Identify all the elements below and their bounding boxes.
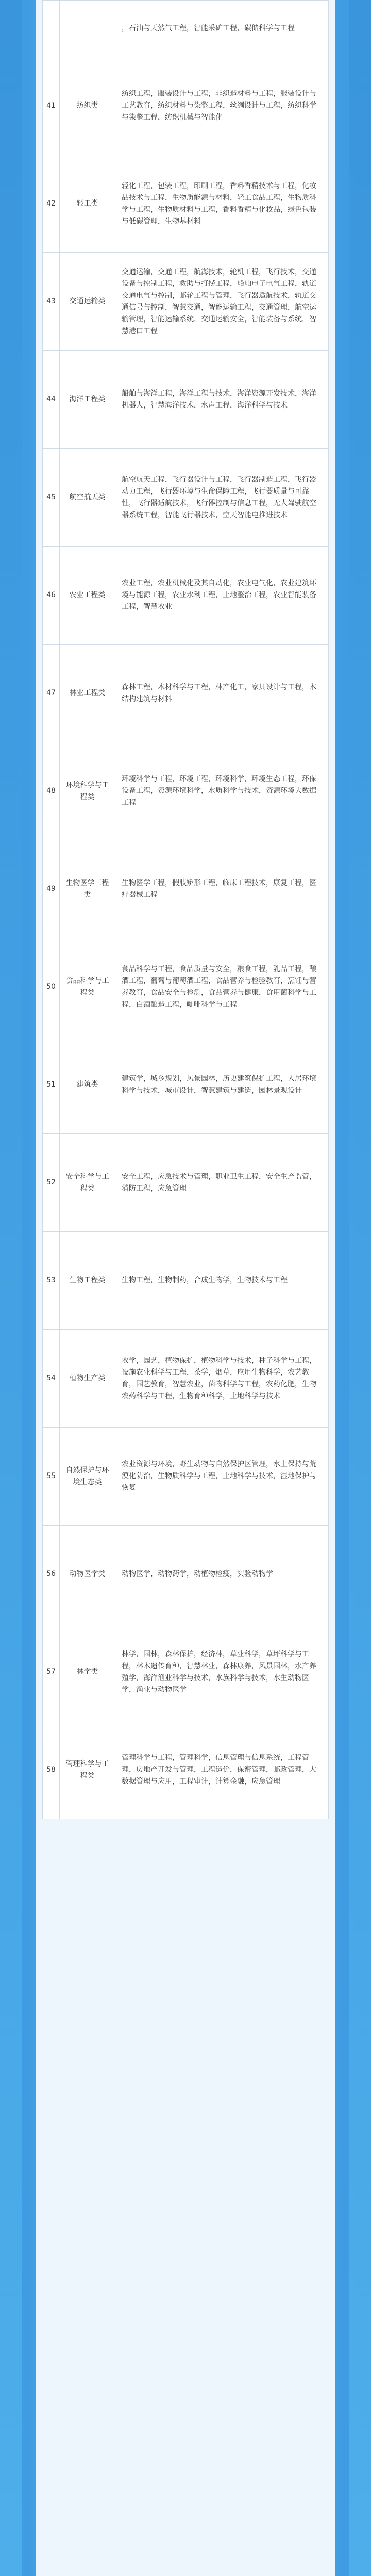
table-row (43, 1526, 329, 1623)
row-category: 农业工程类 (60, 547, 115, 645)
row-index: 49 (43, 840, 60, 938)
row-majors: 农业资源与环境，野生动物与自然保护区管理，水土保持与荒漠化防治，生物质科学与工程，土地科学与技术，湿地保护与恢复 (115, 1428, 329, 1526)
row-majors: 建筑学，城乡规划，风景园林，历史建筑保护工程，人居环境科学与技术，城市设计，智慧建筑与建造，园林景观设计 (115, 1036, 329, 1134)
row-category: 环境科学与工程类 (60, 742, 115, 840)
row-category: 航空航天类 (60, 449, 115, 547)
table-row (43, 1036, 329, 1134)
table-row (43, 938, 329, 1036)
row-category: 生物工程类 (60, 1232, 115, 1330)
table-row (43, 840, 329, 938)
row-majors: 动物医学，动物药学，动植物检疫，实验动物学 (115, 1526, 329, 1623)
table-row (43, 1721, 329, 1819)
row-index: 51 (43, 1036, 60, 1134)
right-decor-stripe (349, 0, 371, 2576)
row-category: 植物生产类 (60, 1330, 115, 1428)
left-decor-stripe (0, 0, 22, 2576)
table-row (43, 1232, 329, 1330)
row-category: 食品科学与工程类 (60, 938, 115, 1036)
row-index: 47 (43, 645, 60, 742)
table-row (43, 645, 329, 742)
row-majors: 农业工程，农业机械化及其自动化，农业电气化，农业建筑环境与能源工程，农业水利工程，土地整治工程，农业智能装备工程，智慧农业 (115, 547, 329, 645)
row-index: 54 (43, 1330, 60, 1428)
table-row (43, 547, 329, 645)
row-majors: 生物医学工程，假肢矫形工程，临床工程技术，康复工程，医疗器械工程 (115, 840, 329, 938)
row-index: 44 (43, 351, 60, 449)
row-index: 43 (43, 253, 60, 351)
row-majors: 纺织工程，服装设计与工程，非织造材料与工程，服装设计与工艺教育，纺织材料与染整工程，丝绸设计与工程，纺织科学与染整工程，纺织机械与智能化 (115, 57, 329, 155)
row-majors: 环境科学与工程，环境工程，环境科学，环境生态工程，环保设备工程，资源环境科学，水质科学与技术，资源环境大数据工程 (115, 742, 329, 840)
row-majors: 轻化工程，包装工程，印刷工程，香料香精技术与工程，化妆品技术与工程，生物质能源与材料，轻工食品工程，生物质科学与工程，生物质材料与工程，香料香精与化妆品，绿色包装与低碳管理，生物基材料 (115, 155, 329, 253)
row-category: 海洋工程类 (60, 351, 115, 449)
table-row (43, 155, 329, 253)
row-index: 50 (43, 938, 60, 1036)
row-category: 动物医学类 (60, 1526, 115, 1623)
row-majors: 航空航天工程，飞行器设计与工程，飞行器制造工程，飞行器动力工程，飞行器环境与生命保障工程，飞行器质量与可靠性，飞行器适航技术，飞行器控制与信息工程，无人驾驶航空器系统工程，智能飞行器技术，空天智能电推进技术 (115, 449, 329, 547)
row-majors: 管理科学与工程，管理科学，信息管理与信息系统，工程管理，房地产开发与管理，工程造价，保密管理，邮政管理，大数据管理与应用，工程审计，计算金融，应急管理 (115, 1721, 329, 1819)
table-row (43, 449, 329, 547)
row-category: 纺织类 (60, 57, 115, 155)
row-index (43, 1, 60, 57)
row-majors: 交通运输，交通工程，航海技术，轮机工程，飞行技术，交通设备与控制工程，救助与打捞工程，船舶电子电气工程，轨道交通电气与控制，邮轮工程与管理，飞行器适航技术，轨道交通信号与控制，智慧交通，智能运输工程，交通管理，航空运输管理，智能运输系统，交通运输安全，智能装备与系统，智慧港口工程 (115, 253, 329, 351)
row-majors: 森林工程，木材科学与工程，林产化工，家具设计与工程，木结构建筑与材料 (115, 645, 329, 742)
row-index: 46 (43, 547, 60, 645)
table-row (43, 1134, 329, 1232)
row-majors: 林学，园林，森林保护，经济林，草业科学，草坪科学与工程，林木遗传育种，智慧林业，森林康养，风景园林，水产养殖学，海洋渔业科学与技术，水族科学与技术，水生动物医学，渔业与动物医学 (115, 1623, 329, 1721)
row-category: 安全科学与工程类 (60, 1134, 115, 1232)
row-category: 管理科学与工程类 (60, 1721, 115, 1819)
row-index: 45 (43, 449, 60, 547)
row-category: 自然保护与环境生态类 (60, 1428, 115, 1526)
row-category: 林业工程类 (60, 645, 115, 742)
table-row (43, 1330, 329, 1428)
row-index: 52 (43, 1134, 60, 1232)
row-index: 48 (43, 742, 60, 840)
row-majors: 安全工程，应急技术与管理，职业卫生工程，安全生产监管，消防工程，应急管理 (115, 1134, 329, 1232)
row-category: 轻工类 (60, 155, 115, 253)
row-majors: ，石油与天然气工程，智能采矿工程，碳储科学与工程 (115, 1, 329, 57)
row-majors: 农学，园艺，植物保护，植物科学与技术，种子科学与工程，设施农业科学与工程，茶学，烟草，应用生物科学，农艺教育，园艺教育，智慧农业，菌物科学与工程，农药化肥，生物农药科学与工程，生物育种科学，土地科学与技术 (115, 1330, 329, 1428)
row-index: 41 (43, 57, 60, 155)
row-category (60, 1, 115, 57)
row-category: 建筑类 (60, 1036, 115, 1134)
row-index: 42 (43, 155, 60, 253)
row-index: 55 (43, 1428, 60, 1526)
row-majors: 生物工程，生物制药，合成生物学，生物技术与工程 (115, 1232, 329, 1330)
row-category: 交通运输类 (60, 253, 115, 351)
table-row (43, 351, 329, 449)
majors-table (42, 0, 329, 1819)
table-row (43, 742, 329, 840)
row-category: 林学类 (60, 1623, 115, 1721)
row-majors: 食品科学与工程，食品质量与安全，粮食工程，乳品工程，酿酒工程，葡萄与葡萄酒工程，食品营养与检验教育，烹饪与营养教育，食品安全与检测，食品营养与健康，食用菌科学与工程，白酒酿造工程，咖啡科学与工程 (115, 938, 329, 1036)
row-category: 生物医学工程类 (60, 840, 115, 938)
row-index: 57 (43, 1623, 60, 1721)
table-row (43, 253, 329, 351)
table-row (43, 1623, 329, 1721)
table-row (43, 1, 329, 57)
row-index: 58 (43, 1721, 60, 1819)
table-row (43, 57, 329, 155)
row-majors: 船舶与海洋工程，海洋工程与技术，海洋资源开发技术，海洋机器人，智慧海洋技术，水声工程，海洋科学与技术 (115, 351, 329, 449)
table-row (43, 1428, 329, 1526)
row-index: 53 (43, 1232, 60, 1330)
row-index: 56 (43, 1526, 60, 1623)
